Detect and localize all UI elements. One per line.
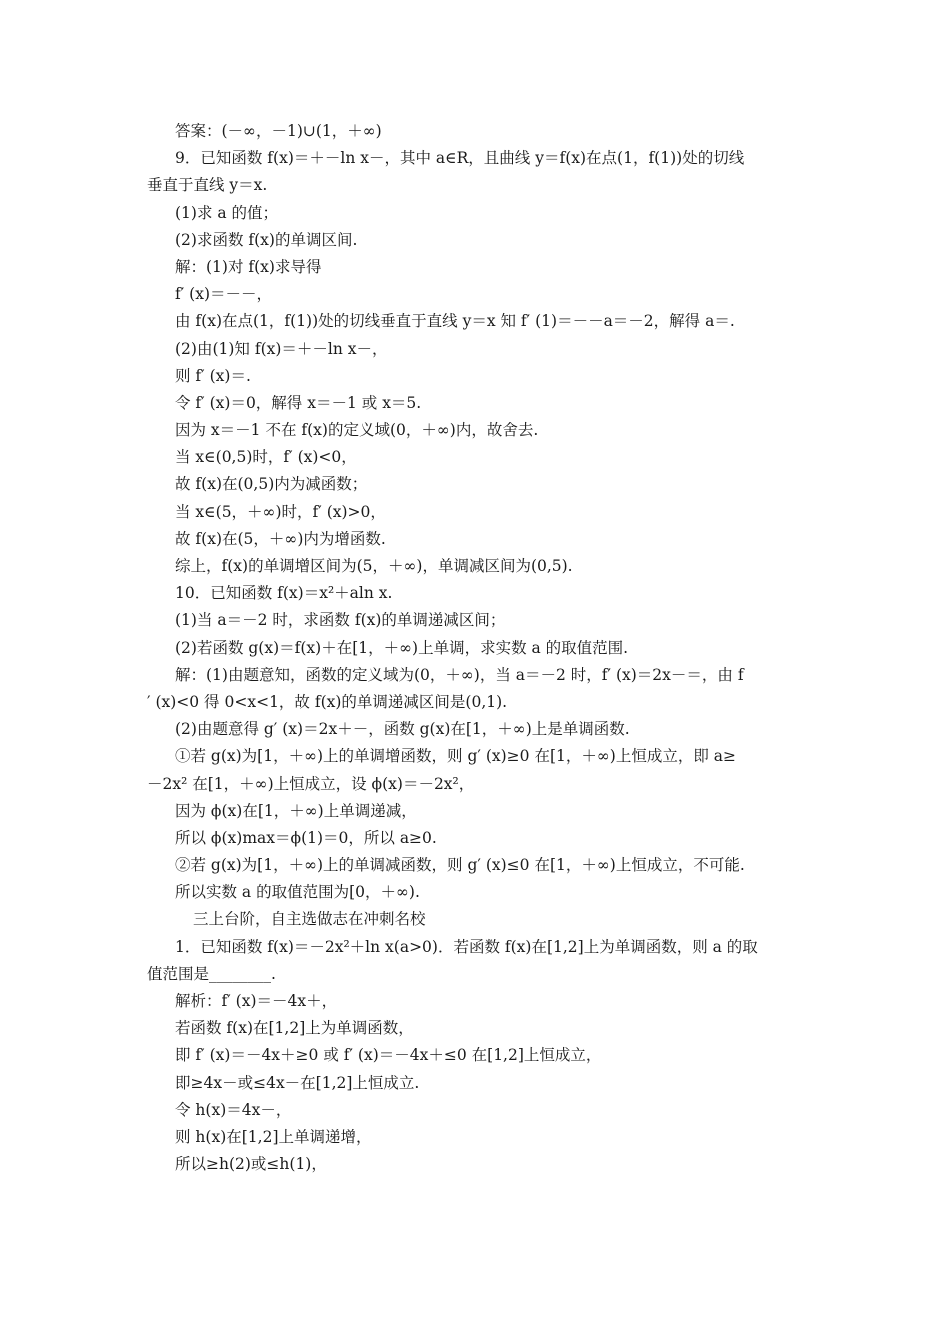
- text-line: 因为 ϕ(x)在[1，＋∞)上单调递减，: [175, 801, 417, 820]
- text-line: (2)若函数 g(x)＝f(x)＋在[1，＋∞)上单调，求实数 a 的取值范围.: [175, 638, 629, 657]
- text-line: (2)由(1)知 f(x)＝＋－ln x－，: [175, 339, 388, 358]
- text-line: (1)求 a 的值；: [175, 203, 279, 222]
- text-line: 则 h(x)在[1,2]上单调递增，: [175, 1127, 372, 1146]
- text-line: 10．已知函数 f(x)＝x²＋aln x.: [175, 584, 393, 603]
- text-line: 1．已知函数 f(x)＝－2x²＋ln x(a>0)．若函数 f(x)在[1,2]上为单调函数，则 a 的取: [175, 937, 758, 956]
- text-line: 所以实数 a 的取值范围为[0，＋∞).: [175, 883, 420, 902]
- text-line: 令 h(x)＝4x－，: [175, 1100, 292, 1119]
- text-line: 9．已知函数 f(x)＝＋－ln x－，其中 a∈R，且曲线 y＝f(x)在点(1，f(1))处的切线: [175, 149, 745, 168]
- document-body: [147, 118, 817, 1178]
- text-line: (2)求函数 f(x)的单调区间.: [175, 230, 358, 249]
- text-line: 由 f(x)在点(1，f(1))处的切线垂直于直线 y＝x 知 f′ (1)＝－－a＝－2，解得 a＝.: [175, 312, 735, 331]
- text-line: ②若 g(x)为[1，＋∞)上的单调减函数，则 g′ (x)≤0 在[1，＋∞)上恒成立，不可能.: [175, 856, 745, 875]
- text-line: 当 x∈(5，＋∞)时，f′ (x)>0，: [175, 502, 386, 521]
- text-line: 三上台阶，自主选做志在冲刺名校: [193, 910, 426, 929]
- text-line: 所以≥h(2)或≤h(1)，: [175, 1155, 327, 1174]
- text-line: 令 f′ (x)＝0，解得 x＝－1 或 x＝5.: [175, 393, 422, 412]
- text-line: 综上，f(x)的单调增区间为(5，＋∞)，单调减区间为(0,5).: [175, 557, 573, 575]
- text-line: ′ (x)<0 得 0<x<1，故 f(x)的单调递减区间是(0,1).: [147, 692, 508, 711]
- text-line: 即 f′ (x)＝－4x＋≥0 或 f′ (x)＝－4x＋≤0 在[1,2]上恒成立，: [175, 1046, 602, 1065]
- text-line: 解析：f′ (x)＝－4x＋，: [175, 992, 338, 1010]
- text-line: 故 f(x)在(5，＋∞)内为增函数.: [175, 529, 386, 548]
- text-line: 若函数 f(x)在[1,2]上为单调函数，: [175, 1019, 414, 1038]
- text-line: 当 x∈(0,5)时，f′ (x)<0，: [175, 448, 357, 467]
- text-line: 答案：(－∞，－1)∪(1，＋∞): [175, 122, 382, 140]
- text-line: 解：(1)由题意知，函数的定义域为(0，＋∞)，当 a＝－2 时，f′ (x)＝2x－＝，由 f: [175, 665, 744, 684]
- text-line: 值范围是________.: [147, 964, 276, 983]
- text-line: －2x² 在[1，＋∞)上恒成立，设 ϕ(x)＝－2x²，: [147, 774, 475, 793]
- text-line: (1)当 a＝－2 时，求函数 f(x)的单调递减区间；: [175, 611, 506, 630]
- text-line: ①若 g(x)为[1，＋∞)上的单调增函数，则 g′ (x)≥0 在[1，＋∞)上恒成立，即 a≥: [175, 747, 736, 766]
- text-line: 所以 ϕ(x)max＝ϕ(1)＝0，所以 a≥0.: [175, 828, 437, 847]
- text-line: 即≥4x－或≤4x－在[1,2]上恒成立.: [175, 1073, 420, 1092]
- text-line: 则 f′ (x)＝.: [175, 366, 251, 385]
- text-line: 故 f(x)在(0,5)内为减函数；: [175, 475, 368, 494]
- text-line: f′ (x)＝－－，: [175, 285, 273, 304]
- text-line: 因为 x＝－1 不在 f(x)的定义域(0，＋∞)内，故舍去.: [175, 421, 539, 440]
- text-line: (2)由题意得 g′ (x)＝2x＋－，函数 g(x)在[1，＋∞)上是单调函数.: [175, 720, 630, 739]
- text-line: 解：(1)对 f(x)求导得: [175, 257, 322, 276]
- text-line: 垂直于直线 y＝x.: [147, 176, 268, 195]
